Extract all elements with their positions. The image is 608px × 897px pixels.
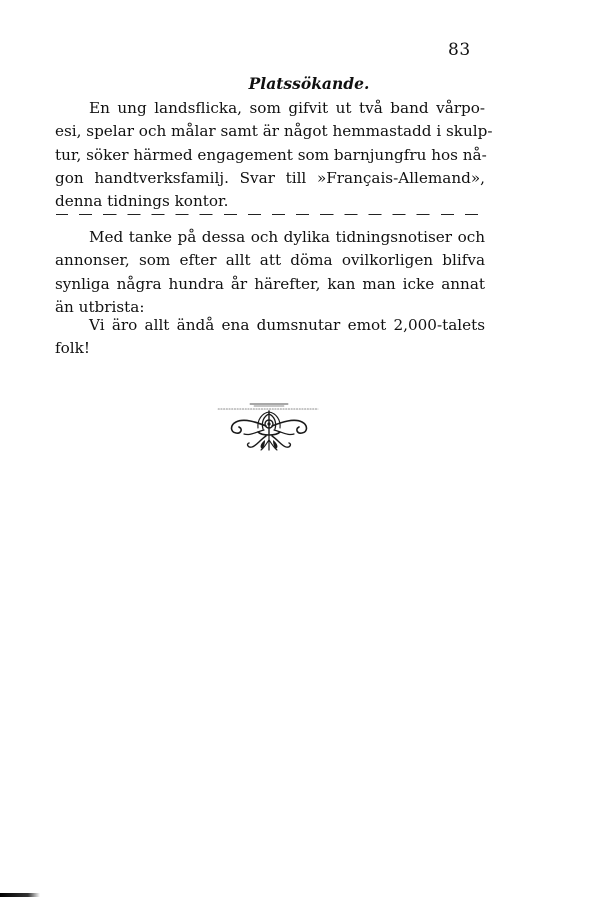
text-line: synliga några hundra år härefter, kan man icke annat (55, 274, 485, 293)
text-line: Vi äro allt ändå ena dumsnutar emot 2,000-talets (89, 316, 485, 334)
page-number: 83 (448, 40, 471, 60)
exclamation-paragraph (55, 314, 485, 361)
text-line: esi, spelar och målar samt är något hemmastadd i skulp- (55, 122, 493, 141)
page-edge-shadow (0, 893, 40, 897)
text-line: denna tidnings kontor. (55, 192, 229, 211)
text-line: gon handtverksfamilj. Svar till »Français-Allemand», (55, 168, 485, 187)
commentary-paragraph (55, 226, 485, 319)
text-line: tur, söker härmed engagement som barnjungfru hos nå- (55, 145, 487, 164)
text-line: än utbrista: (55, 297, 145, 316)
text-line: En ung landsflicka, som gifvit ut två band vårpo- (89, 99, 485, 117)
advertisement-title: Platssökande. (248, 74, 370, 93)
text-line: folk! (55, 339, 90, 358)
text-line: Med tanke på dessa och dylika tidningsnotiser och (89, 228, 485, 246)
advertisement-body (55, 97, 493, 213)
dashed-separator (56, 214, 484, 215)
text-line: annonser, som efter allt att döma ovilkorligen blifva (55, 251, 485, 270)
floral-vignette-icon (212, 400, 324, 456)
